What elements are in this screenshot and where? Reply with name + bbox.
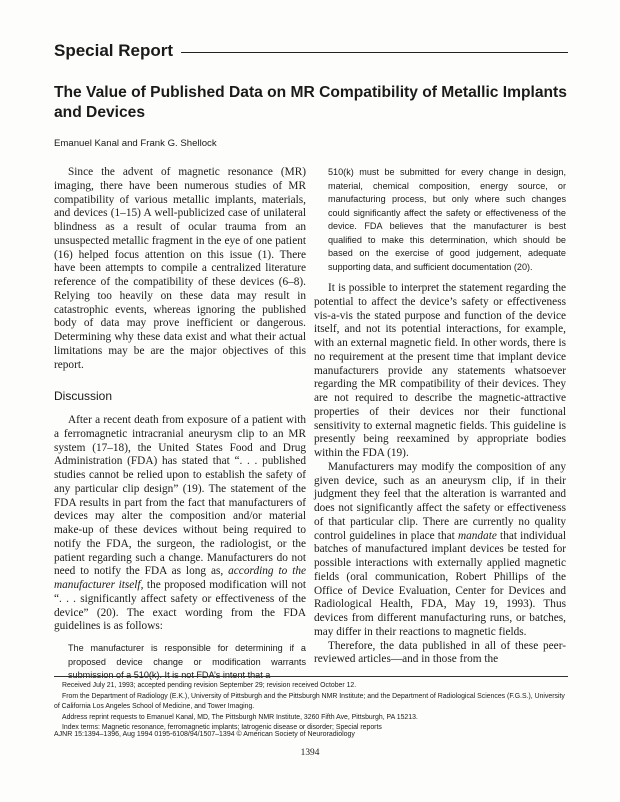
section-rule [181,52,568,53]
section-label: Special Report [54,41,174,60]
left-column [54,166,306,683]
discussion-paragraph [54,414,306,634]
text-segment: that individual batches of manufactured implant devices be tested for possible interactions with externally applied magnetic fields (oral communication, Robert Phillips of the Office of Device Evaluation, Center for Devices and Radiological Health, FDA, May 19, 1993). Thus devices from different manufacturing runs, or batches, may differ in their reactions to magnetic fields. [314,529,566,638]
text-segment: the proposed modification will not “. . . significantly affect safety or effectiveness of the device” (20). The exact wording from the FDA guidelines is as follows: [54,579,306,633]
text-segment: Manufacturers may modify the composition of any given device, such as an aneurysm clip, if in their judgment they feel that the alteration is warranted and does not significantly affect the safety or effectiveness of that particular clip. There are currently no quality control guidelines in place that [314,460,566,542]
index-terms-label: Index terms: [62,724,100,731]
fda-quote-start: The manufacturer is responsible for determining if a proposed device change or modification warrants submission of a 510(k). It is not FDA’s intent that a [68,643,306,680]
section-header [54,40,568,62]
footnotes [54,681,568,734]
index-terms-value: Magnetic resonance, ferromagnetic implants; Iatrogenic disease or disorder; Special reports [99,724,382,731]
emphasis-text: according to the manufacturer itself, [54,565,306,591]
received-note: Received July 21, 1993; accepted pending revision September 29; revision received October 12. [62,682,357,689]
fda-quote-continued: 510(k) must be submitted for every change in design, material, chemical composition, energy source, or manufacturing process, but only where such changes could significantly affect the safety or effectiveness of the device. FDA believes that the manufacturer is best qualified to make this determination, which should be based on the exercise of good judgement, adequate supporting data, and sufficient documentation (20). [328,167,566,272]
intro-paragraph: Since the advent of magnetic resonance (MR) imaging, there have been numerous studies of MR compatibility of various metallic implants, materials, and devices (1–15) A well-publicized case of unilateral blindness as a result of ocular trauma from an unsuspected metallic fragment in the eye of one patient (16) helped focus attention on this issue (1). There have been attempts to compile a centralized literature reference of the compatibility of these devices (6–8). Relying too heavily on these data may result in catastrophic events, whereas ignoring the published body of data may prove inefficient or dangerous. Determining why these data exist and what their actual limitations may be are the major objectives of this report. [54,166,306,371]
page-number: 1394 [300,748,320,758]
manufacturers-paragraph [314,461,566,640]
discussion-heading: Discussion [54,389,113,404]
reprint-note: Address reprint requests to Emanuel Kanal, MD, The Pittsburgh NMR Institute, 3260 Fifth Ave, Pittsburgh, PA 15213. [62,713,418,721]
footnote-rule [54,676,568,677]
interpretation-paragraph: It is possible to interpret the statement regarding the potential to affect the device’s safety or effectiveness vis-a-vis the stated purpose and function of the device itself, and not its potential interactions, for example, with an external magnetic field. In other words, there is no requirement at the present time that implant device manufacturers provide any statements whatsoever regarding the MR compatibility of their devices. They are not required to describe the magnetic-attractive properties of their devices nor their functional sensitivity to external magnetic fields. This guideline is presently being reexamined by appropriate bodies within the FDA (19). [314,282,566,459]
authors: Emanuel Kanal and Frank G. Shellock [54,138,217,149]
right-column [314,166,566,667]
affiliation-note: From the Department of Radiology (E.K.), University of Pittsburgh and the Pittsburgh NMR Institute; and the Department of Radiological Sciences (F.G.S.), University of California Los Angeles School of Medicine, and Tower Imaging. [54,692,565,710]
emphasis-text: mandate [457,529,497,542]
conclusion-paragraph: Therefore, the data published in all of these peer-reviewed articles—and in those from the [314,639,566,666]
article-title: The Value of Published Data on MR Compatibility of Metallic Implants and Devices [54,84,567,121]
text-segment: After a recent death from exposure of a patient with a ferromagnetic intracranial aneurysm clip to an MR system (17–18), the United States Food and Drug Administration (FDA) has stated that “. . . published studies cannot be relied upon to establish the safety of any particular clip design” (19). The statement of the FDA results in part from the fact that manufacturers of devices may alter the composition and/or material make-up of these devices without being required to notify the FDA, the surgeon, the radiologist, or the patient regarding such a change. Manufacturers do not need to notify the FDA as long as, [54,414,306,578]
journal-citation: AJNR 15:1394–1396, Aug 1994 0195-6108/94/1507–1394 © American Society of Neuroradiology [54,731,355,738]
